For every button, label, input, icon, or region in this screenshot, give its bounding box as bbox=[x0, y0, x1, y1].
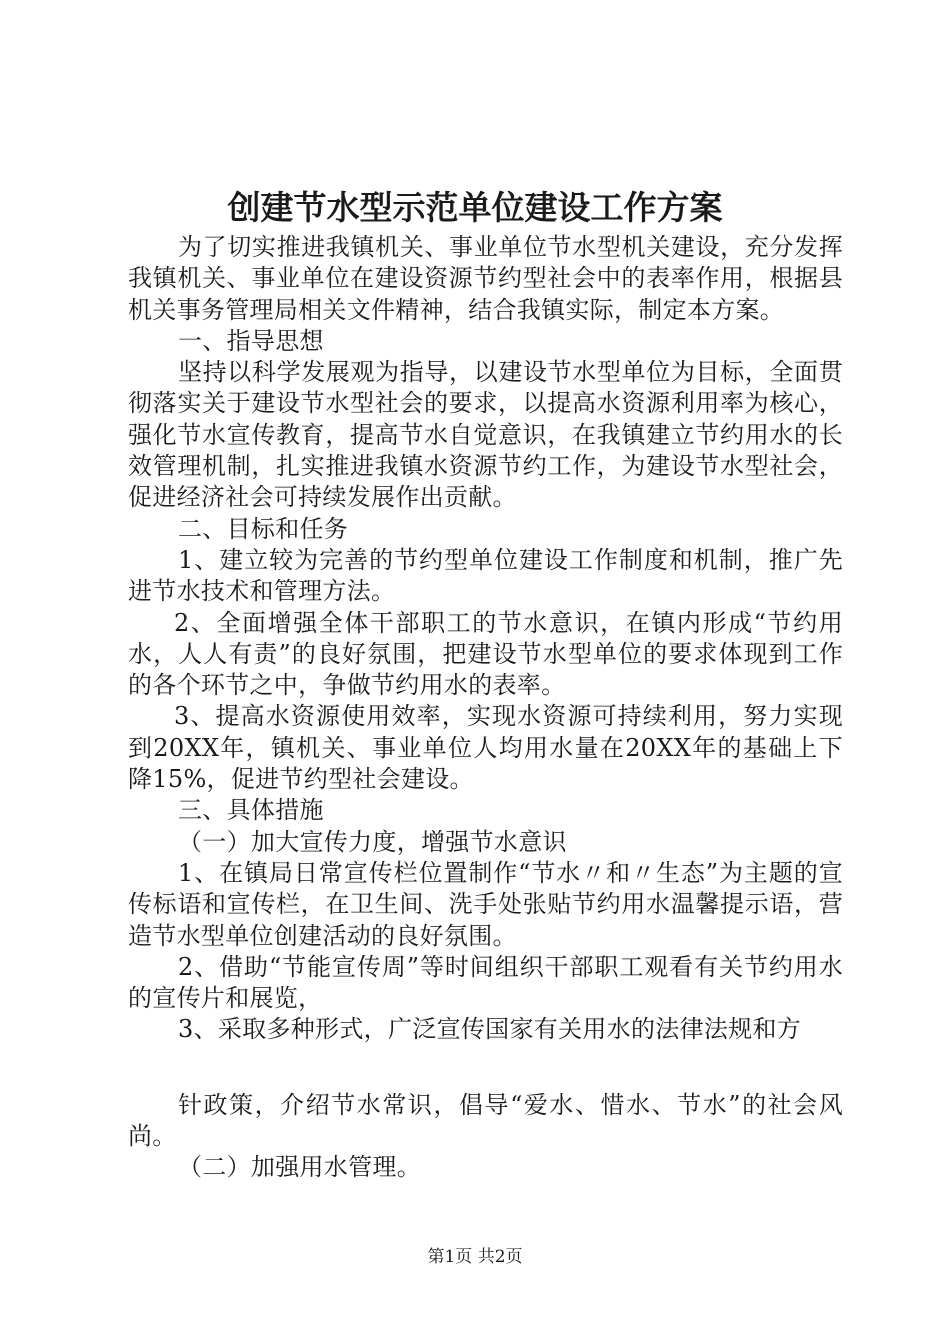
guiding-ideology-paragraph: 坚持以科学发展观为指导，以建设节水型单位为目标，全面贯彻落实关于建设节水型社会的要求，以提高水资源利用率为核心，强化节水宣传教育，提高节水自觉意识，在我镇建立节约用水的长效管理机制，扎实推进我镇水资源节约工作，为建设节水型社会，促进经济社会可持续发展作出贡献。 bbox=[128, 358, 843, 512]
goal-item-1: 1、建立较为完善的节约型单位建设工作制度和机制，推广先进节水技术和管理方法。 bbox=[128, 545, 843, 606]
paragraph-gap bbox=[128, 1046, 843, 1090]
document-title: 创建节水型示范单位建设工作方案 bbox=[227, 188, 723, 227]
measure-item-2: 2、借助“节能宣传周”等时间组织干部职工观看有关节约用水的宣传片和展览， bbox=[128, 952, 843, 1013]
measure-item-3: 3、采取多种形式，广泛宣传国家有关用水的法律法规和方 bbox=[178, 1015, 802, 1044]
document-body bbox=[128, 232, 843, 1184]
measure-item-1: 1、在镇局日常宣传栏位置制作“节水〃和〃生态”为主题的宣传标语和宣传栏，在卫生间、洗手处张贴节约用水温馨提示语，营造节水型单位创建活动的良好氛围。 bbox=[128, 858, 843, 950]
page-footer: 第1页 共2页 bbox=[427, 1247, 523, 1267]
subsection-heading-publicity: （一）加大宣传力度，增强节水意识 bbox=[178, 827, 567, 856]
subsection-heading-water-management: （二）加强用水管理。 bbox=[178, 1153, 421, 1182]
section-heading-guiding-ideology: 一、指导思想 bbox=[178, 326, 324, 355]
goal-item-3: 3、提高水资源使用效率，实现水资源可持续利用，努力实现到20XX年，镇机关、事业单位人均用水量在20XX年的基础上下降15%，促进节约型社会建设。 bbox=[128, 702, 843, 794]
section-heading-goals-tasks: 二、目标和任务 bbox=[178, 514, 349, 543]
goal-item-2: 2、全面增强全体干部职工的节水意识，在镇内形成“节约用水，人人有责”的良好氛围，把建设节水型单位的要求体现到工作的各个环节之中，争做节约用水的表率。 bbox=[128, 608, 843, 700]
measure-item-3-continued: 针政策，介绍节水常识，倡导“爱水、惜水、节水”的社会风尚。 bbox=[128, 1090, 843, 1151]
intro-paragraph: 为了切实推进我镇机关、事业单位节水型机关建设，充分发挥我镇机关、事业单位在建设资源节约型社会中的表率作用，根据县机关事务管理局相关文件精神，结合我镇实际，制定本方案。 bbox=[128, 233, 843, 324]
section-heading-measures: 三、具体措施 bbox=[178, 796, 324, 825]
